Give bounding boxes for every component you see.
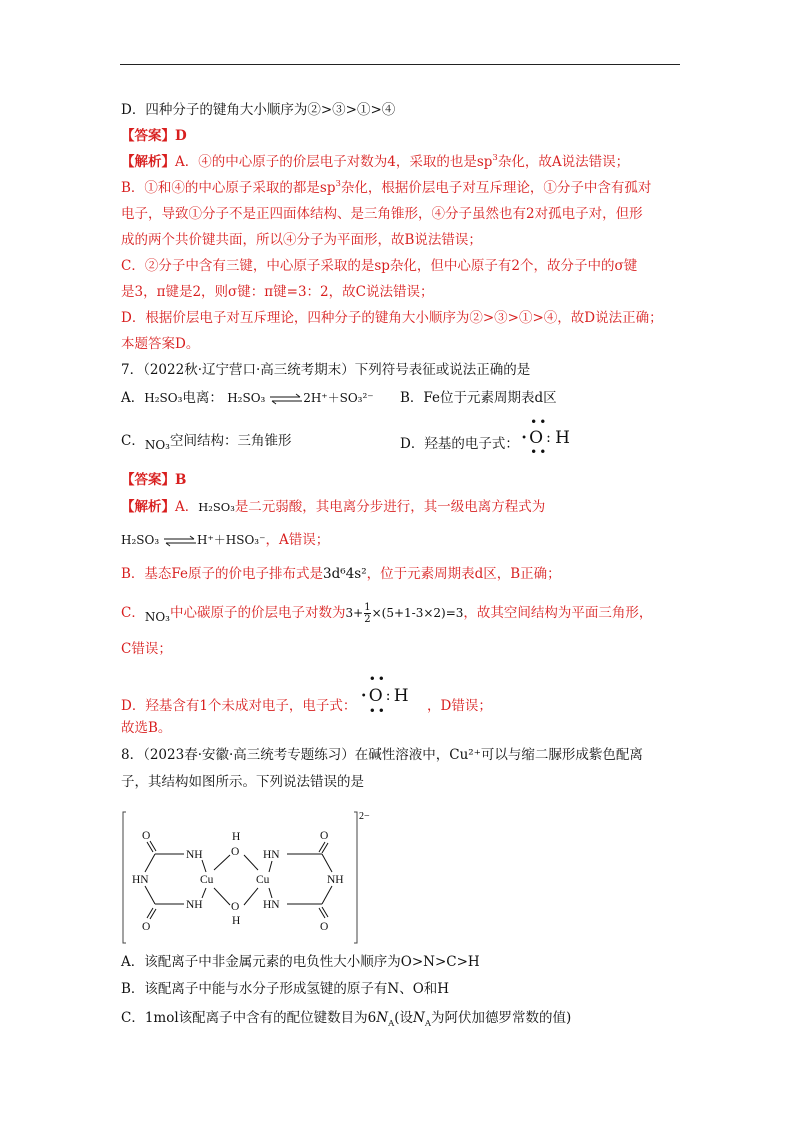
q7-explanation-a1: 【解析】A．H₂SO₃是二元弱酸，其电离分步进行，其一级电离方程式为 — [121, 499, 546, 515]
formula-h2so3: H₂SO₃ — [144, 391, 183, 405]
hydroxyl-electron-formula: •• •• • O : H — [360, 672, 409, 718]
formula-no3: NO₃ — [144, 438, 170, 452]
q6-explanation-b2: 电子，导致①分子不是正四面体结构、是三角锥形，④分子虽然也有2对孤电子对，但形 — [121, 206, 643, 222]
q6-explanation-a: 【解析】A．④的中心原子的价层电子对数为4，采取的也是$sp^3$杂化，故A说法错误； — [121, 153, 630, 170]
q7-answer: 【答案】B — [121, 472, 187, 488]
q7-explanation-c1: C．NO₃中心碳原子的价层电子对数为3+ $\frac{1}{2}$ ×(5+1-3×2)=3，故其空间结构为平面三角形， — [121, 602, 653, 625]
q8-stem-1: 8．（2023春·安徽·高三统考专题练习）在碱性溶液中，Cu²⁺可以与缩二脲形成紫色配离 — [121, 747, 643, 763]
ion-charge: 2− — [359, 811, 370, 822]
q7-explanation-d: D．羟基含有1个未成对电子，电子式： •• •• • O : H ，D错误； — [121, 672, 492, 718]
bond-pair: : — [546, 430, 550, 446]
q7-option-b: B．Fe位于元素周期表d区 — [400, 390, 557, 406]
unpaired-electron: • — [360, 691, 367, 702]
q6-explanation-d2: 本题答案D。 — [121, 336, 200, 352]
atom-o: O — [142, 921, 151, 933]
atom-o: O — [231, 901, 240, 913]
q6-explanation-b1: B．①和④的中心原子采取的都是$sp^3$杂化，根据价层电子对互斥理论，①分子中含有孤对 — [121, 179, 652, 196]
q7-option-a: A．H₂SO₃电离： H₂SO₃ 2H⁺＋SO₃²⁻ — [121, 390, 374, 406]
atom-nh: NH — [327, 874, 344, 886]
q6-option-d: D．四种分子的键角大小顺序为②>③>①>④ — [121, 102, 396, 118]
explanation-label: 【解析】 — [121, 154, 175, 170]
q6-answer: 【答案】D — [121, 128, 187, 144]
lone-pair-bottom: •• — [368, 704, 387, 718]
atom-h: H — [232, 915, 241, 927]
lone-pair-top: •• — [530, 415, 549, 429]
ionization-equation: H₂SO₃ 2H⁺＋SO₃²⁻ — [227, 391, 374, 405]
cu-ion: Cu²⁺ — [449, 747, 481, 763]
lone-pair-bottom: •• — [530, 445, 549, 459]
atom-h: H — [232, 831, 241, 843]
atom-hn: HN — [263, 899, 280, 911]
q7-stem: 7．（2022秋·辽宁营口·高三统考期末）下列符号表征或说法正确的是 — [121, 362, 531, 378]
q7-explanation-end: 故选B。 — [121, 720, 172, 736]
atom-hn: HN — [263, 849, 280, 861]
atom-hn: HN — [132, 874, 149, 886]
header-rule — [120, 64, 680, 65]
bond-pair: : — [385, 688, 391, 704]
q8-option-b: B．该配离子中能与水分子形成氢键的原子有N、O和H — [121, 981, 450, 997]
electron-pair-calc: 3+ $\frac{1}{2}$ ×(5+1-3×2)=3 — [345, 602, 464, 625]
q7-option-d: D．羟基的电子式： •• •• • O : H — [400, 430, 593, 453]
atom-cu: Cu — [256, 874, 270, 886]
q6-explanation-b3: 成的两个共价键共面，所以④分子为平面形，故B说法错误； — [121, 232, 482, 248]
atom-o: O — [231, 846, 240, 858]
atom-cu: Cu — [200, 874, 214, 886]
reversible-arrow-icon — [163, 535, 197, 547]
q6-explanation-c2: 是3，π键是2，则σ键：π键=3：2，故C说法错误； — [121, 284, 434, 300]
atom-nh: NH — [186, 849, 203, 861]
fraction: $\frac{1}{2}$ — [364, 602, 371, 625]
atom-o: O — [142, 830, 151, 842]
q6-explanation-d1: D．根据价层电子对互斥理论，四种分子的键角大小顺序为②>③>①>④，故D说法正确； — [121, 310, 663, 326]
q7-explanation-b: B．基态Fe原子的价电子排布式是3d⁶4s²，位于元素周期表d区，B正确； — [121, 566, 561, 582]
atom-o: O — [320, 921, 329, 933]
q8-option-a: A．该配离子中非金属元素的电负性大小顺序为O>N>C>H — [121, 954, 480, 970]
q6-explanation-c1: C．②分子中含有三键，中心原子采取的是sp杂化，但中心原子有2个，故分子中的σ键 — [121, 258, 638, 274]
q8-option-c: C．1mol该配离子中含有的配位键数目为$6N_A$(设$N_A$为阿伏加德罗常数的值) — [121, 1010, 572, 1029]
lone-pair-top: •• — [368, 672, 387, 686]
atom-nh: NH — [186, 899, 203, 911]
q7-explanation-a2: H₂SO₃ H⁺＋HSO₃⁻，A错误； — [121, 532, 330, 548]
unpaired-electron: • — [521, 433, 528, 444]
atom-o: O — [320, 830, 329, 842]
q7-option-c: C．NO₃空间结构：三角锥形 — [121, 433, 292, 452]
q7-explanation-c2: C错误； — [121, 641, 172, 657]
hydroxyl-electron-formula: •• •• • O : H — [521, 415, 570, 459]
reversible-arrow-icon — [269, 393, 303, 405]
q8-stem-2: 子，其结构如图所示。下列说法错误的是 — [121, 774, 364, 790]
complex-ion-structure — [122, 810, 382, 945]
